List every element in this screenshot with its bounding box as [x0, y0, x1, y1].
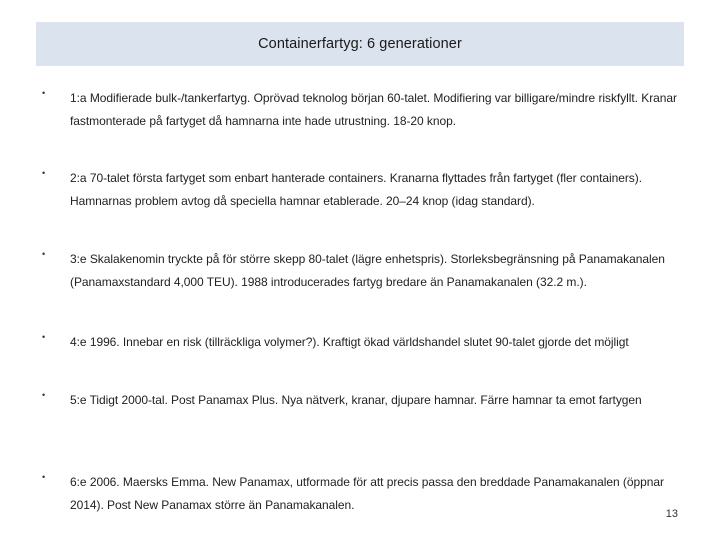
- bullet-text: 5:e Tidigt 2000-tal. Post Panamax Plus. Nya nätverk, kranar, djupare hamnar. Färre hamnar ta emot fartygen: [70, 393, 642, 407]
- bullet-text: 2:a 70-talet första fartyget som enbart hanterade containers. Kranarna flyttades från fartyget (fler containers). Hamnarnas problem avtog då speciella hamnar etablerade. 20–24 knop (idag standard).: [70, 171, 642, 208]
- slide-title: Containerfartyg: 6 generationer: [258, 36, 462, 52]
- bullet-marker: •: [42, 249, 46, 259]
- bullet-marker: •: [42, 472, 46, 482]
- bullet-marker: •: [42, 390, 46, 400]
- title-bar: [36, 22, 684, 66]
- bullet-text: 6:e 2006. Maersks Emma. New Panamax, utformade för att precis passa den breddade Panamakanalen (öppnar 2014). Post New Panamax större än Panamakanalen.: [70, 475, 664, 512]
- bullet-text: 3:e Skalakenomin tryckte på för större skepp 80-talet (lägre enhetspris). Storleksbegränsning på Panamakanalen (Panamaxstandard 4,000 TEU). 1988 introducerades fartyg bredare än Panamakanalen (32.2 m.).: [70, 252, 665, 289]
- bullet-text: 4:e 1996. Innebar en risk (tillräckliga volymer?). Kraftigt ökad världshandel slutet 90-talet gjorde det möjligt: [70, 335, 629, 349]
- page-number: 13: [665, 508, 678, 520]
- bullet-marker: •: [42, 332, 46, 342]
- bullet-marker: •: [42, 88, 46, 98]
- bullet-text: 1:a Modifierade bulk-/tankerfartyg. Oprövad teknolog början 60-talet. Modifiering var billigare/mindre riskfyllt. Kranar fastmonterade på fartyget då hamnarna inte hade utrustning. 18-20 knop.: [70, 91, 677, 128]
- bullet-marker: •: [42, 168, 46, 178]
